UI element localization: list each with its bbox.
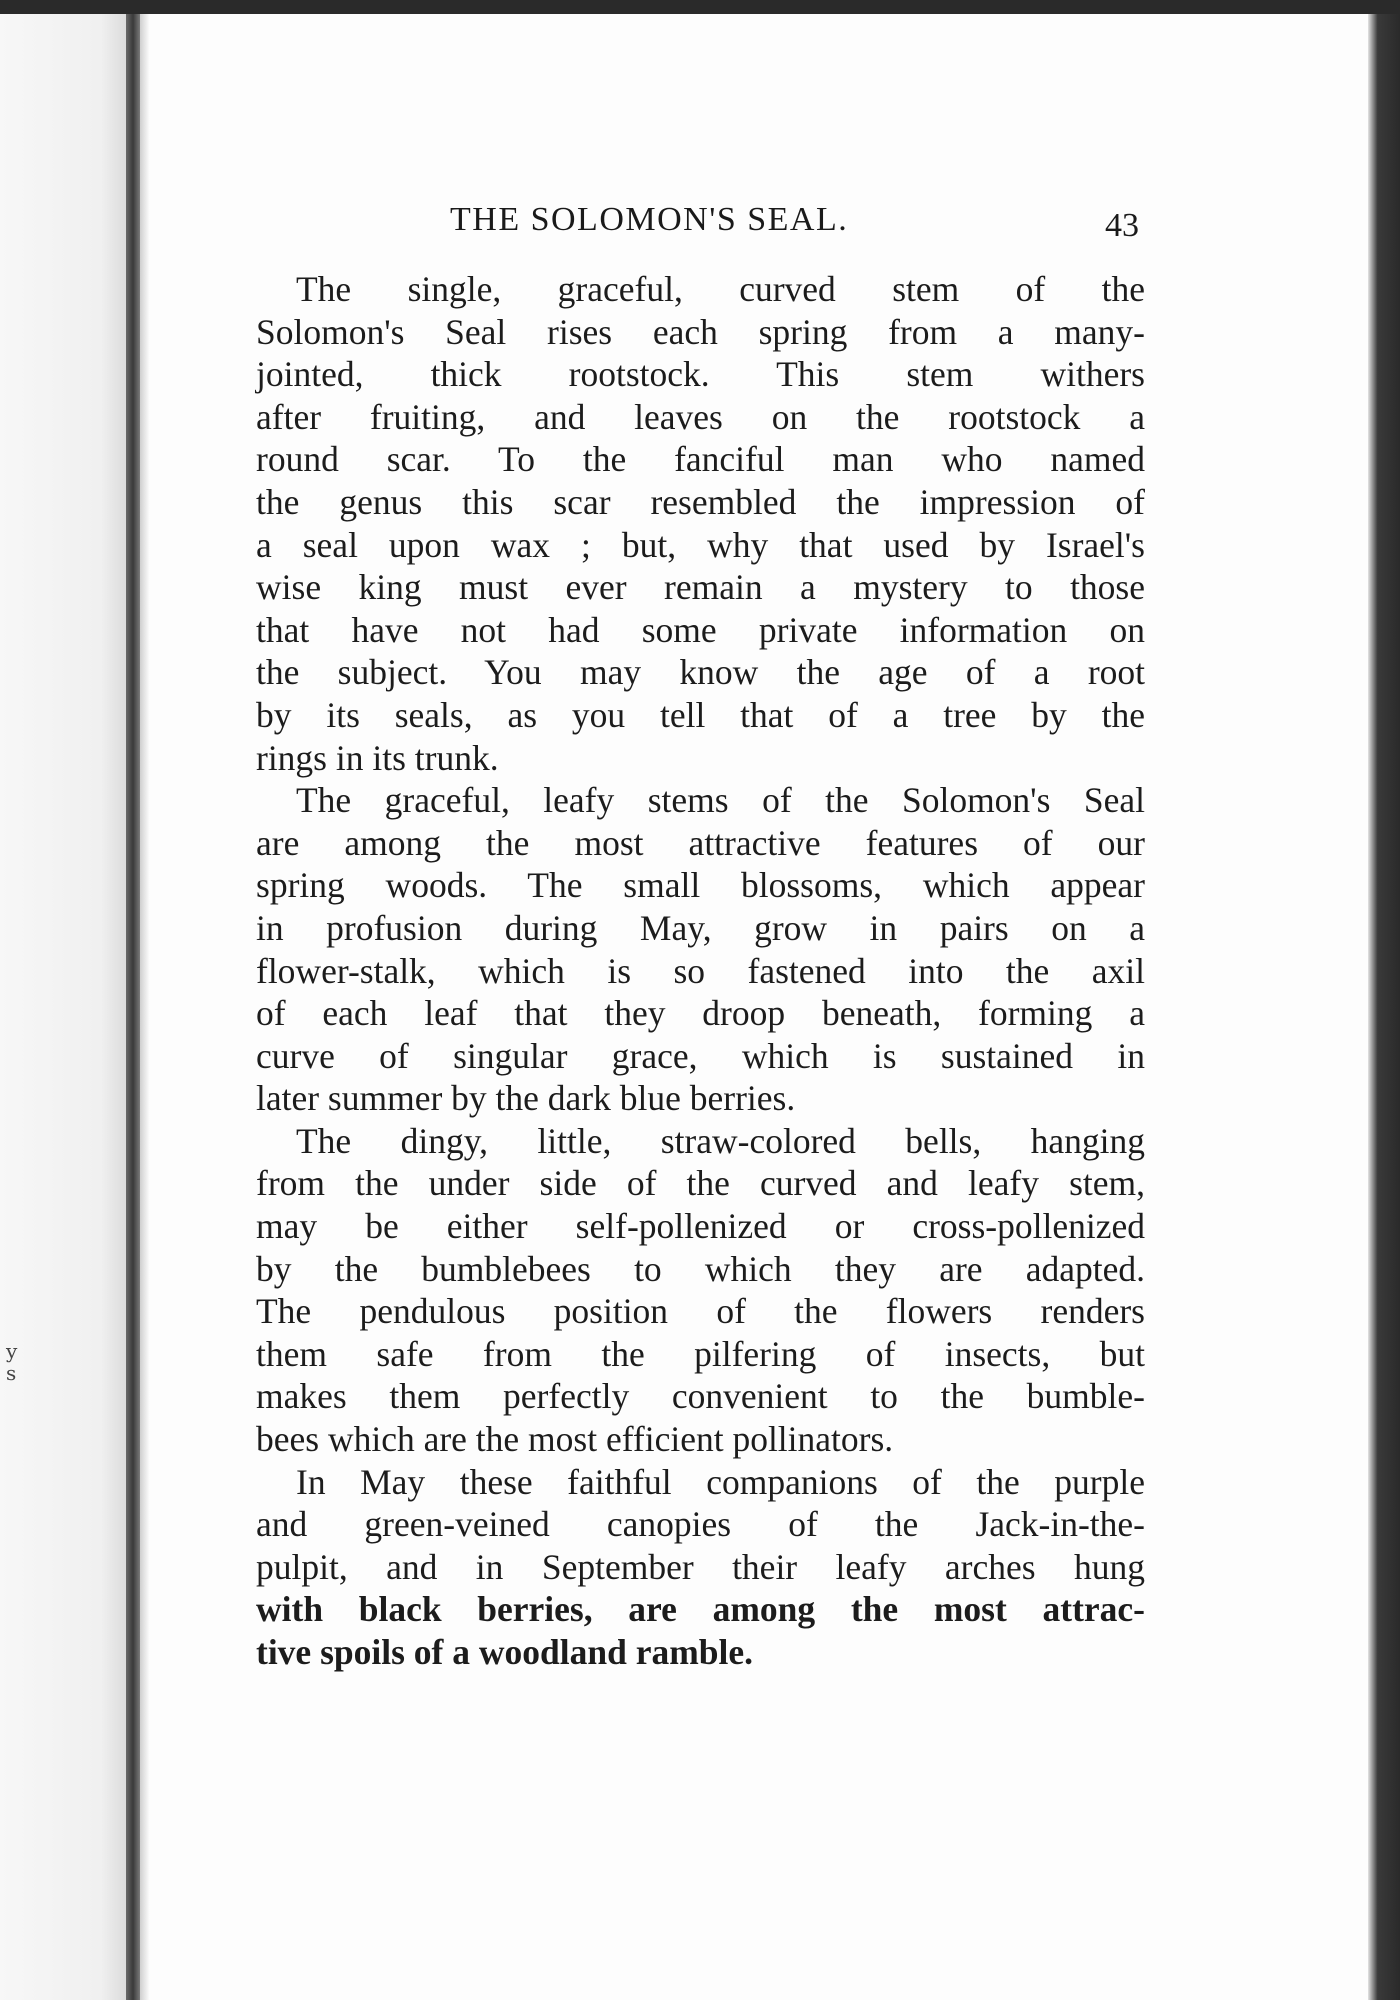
text-line: in profusion during May, grow in pairs on a <box>256 907 1145 948</box>
text-line: makes them perfectly convenient to the bumble- <box>256 1376 1145 1417</box>
text-line: flower-stalk, which is so fastened into the axil <box>256 950 1145 991</box>
text-line: the genus this scar resembled the impression of <box>256 481 1145 522</box>
paragraph <box>256 1461 1145 1674</box>
text-line: bees which are the most efficient pollinators. <box>256 1419 894 1460</box>
text-line: spring woods. The small blossoms, which appear <box>256 865 1145 906</box>
text-line: from the under side of the curved and leafy stem, <box>256 1163 1145 1204</box>
text-line: a seal upon wax ; but, why that used by Israel's <box>256 524 1145 565</box>
text-line: by its seals, as you tell that of a tree by the <box>256 694 1145 735</box>
text-line: of each leaf that they droop beneath, forming a <box>256 993 1145 1034</box>
facing-page-text-fragment <box>6 1340 17 1384</box>
text-line: are among the most attractive features of our <box>256 822 1145 863</box>
text-line: after fruiting, and leaves on the rootstock a <box>256 396 1145 437</box>
text-line: tive spoils of a woodland ramble. <box>256 1632 754 1672</box>
text-line: and green-veined canopies of the Jack-in-the- <box>256 1504 1145 1545</box>
text-line: may be either self-pollenized or cross-pollenized <box>256 1206 1145 1247</box>
book-spine <box>126 14 140 2000</box>
text-line: rings in its trunk. <box>256 737 499 778</box>
text-line: later summer by the dark blue berries. <box>256 1078 796 1119</box>
text-line: round scar. To the fanciful man who named <box>256 439 1145 480</box>
text-line: curve of singular grace, which is sustained in <box>256 1035 1145 1076</box>
facing-page-edge <box>0 14 126 2000</box>
text-line: The single, graceful, curved stem of the <box>296 269 1145 309</box>
scan-border-top <box>0 0 1400 14</box>
text-line: by the bumblebees to which they are adapted. <box>256 1248 1145 1289</box>
text-line: that have not had some private information on <box>256 609 1145 650</box>
text-line: The dingy, little, straw-colored bells, hanging <box>296 1120 1145 1161</box>
paragraph <box>256 268 1145 779</box>
text-line: The graceful, leafy stems of the Solomon's Seal <box>296 780 1145 821</box>
facing-page-char: y <box>6 1339 18 1363</box>
page-number: 43 <box>1105 207 1139 244</box>
paragraph <box>256 1120 1145 1461</box>
text-line: In May these faithful companions of the purple <box>296 1461 1145 1502</box>
text-line: Solomon's Seal rises each spring from a many- <box>256 311 1145 352</box>
spine-shadow <box>140 14 150 2000</box>
page-header <box>250 201 1145 261</box>
text-line: the subject. You may know the age of a root <box>256 652 1145 693</box>
text-line: jointed, thick rootstock. This stem withers <box>256 354 1145 395</box>
facing-page-char: s <box>6 1361 17 1385</box>
text-line: pulpit, and in September their leafy arches hung <box>256 1546 1145 1587</box>
body-text <box>256 268 1145 1674</box>
page-right-edge <box>1368 14 1400 2000</box>
running-title: THE SOLOMON'S SEAL. <box>450 201 849 238</box>
text-line: wise king must ever remain a mystery to those <box>256 567 1145 608</box>
text-line: with black berries, are among the most attrac- <box>256 1589 1145 1630</box>
text-line: The pendulous position of the flowers renders <box>256 1291 1145 1332</box>
paragraph <box>256 779 1145 1120</box>
text-line: them safe from the pilfering of insects, but <box>256 1333 1145 1374</box>
